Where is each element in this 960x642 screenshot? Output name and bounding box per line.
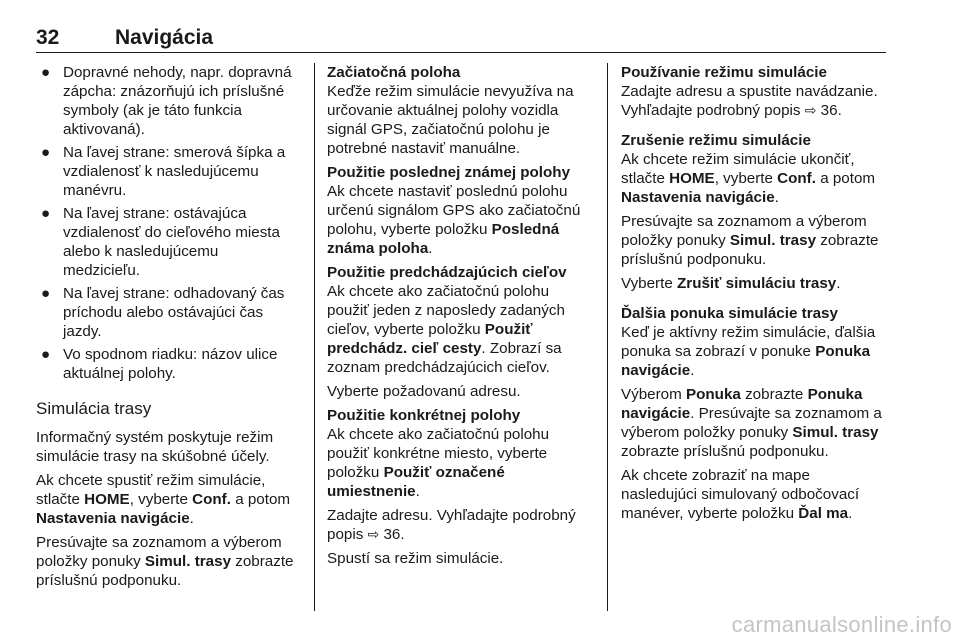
status-bullet-list xyxy=(36,63,299,383)
column-divider xyxy=(607,63,608,611)
subheading: Začiatočná poloha xyxy=(327,64,461,81)
list-item: ● Na ľavej strane: smerová šípka a vzdialenosť k nasledujúcemu manévru. xyxy=(41,144,286,199)
paragraph: Spustí sa režim simulácie. xyxy=(327,550,504,567)
column-left xyxy=(36,63,299,595)
paragraph: Ak chcete zobraziť na mape nasledujúci simulovaný odbočovací manéver, vyberte položku Ďal ma. xyxy=(621,467,860,522)
paragraph: Presúvajte sa zoznamom a výberom položky ponuky Simul. trasy zobrazte príslušnú podponuku. xyxy=(621,213,879,268)
paragraph: Výberom Ponuka zobrazte Ponuka navigácie. Presúvajte sa zoznamom a výberom položky ponuky Simul. trasy zobrazte príslušnú podponuku. xyxy=(621,386,882,460)
paragraph: Ak chcete spustiť režim simulácie, stlačte HOME, vyberte Conf. a potom Nastavenia navigácie. xyxy=(36,472,291,527)
bullet-icon: ● xyxy=(41,64,51,81)
subheading: Ďalšia ponuka simulácie trasy xyxy=(621,305,838,322)
list-item: ● Na ľavej strane: odhadovaný čas príchodu alebo ostávajúci čas jazdy. xyxy=(41,285,285,340)
list-item: ● Vo spodnom riadku: názov ulice aktuálnej polohy. xyxy=(41,346,278,382)
subheading: Použitie predchádzajúcich cieľov xyxy=(327,264,567,281)
bullet-icon: ● xyxy=(41,346,51,363)
list-item: ● Na ľavej strane: ostávajúca vzdialenosť do cieľového miesta alebo k nasledujúcemu medzicieľu. xyxy=(41,205,280,279)
paragraph: Zadajte adresu. Vyhľadajte podrobný popis ⇨ 36. xyxy=(327,507,576,543)
paragraph: Ak chcete ako začiatočnú polohu použiť jeden z naposledy zadaných cieľov, vyberte položku Použiť predchádz. cieľ cesty. Zobrazí sa zoznam predchádzajúcich cieľov. xyxy=(327,283,565,376)
section-title-simulacia: Simulácia trasy xyxy=(36,399,152,418)
paragraph: Informačný systém poskytuje režim simulácie trasy na skúšobné účely. xyxy=(36,429,274,465)
page-reference-arrow-icon: ⇨ xyxy=(367,526,380,542)
header-divider xyxy=(36,52,886,53)
paragraph: Ak chcete nastaviť poslednú polohu určenú signálom GPS ako začiatočnú polohu, vyberte položku Posledná známa poloha. xyxy=(327,183,581,257)
watermark: carmanualsonline.info xyxy=(731,612,952,637)
subheading: Zrušenie režimu simulácie xyxy=(621,132,811,149)
page-reference-arrow-icon: ⇨ xyxy=(804,102,817,118)
paragraph: Presúvajte sa zoznamom a výberom položky ponuky Simul. trasy zobrazte príslušnú podponuku. xyxy=(36,534,294,589)
subheading: Použitie konkrétnej polohy xyxy=(327,407,521,424)
paragraph: Vyberte požadovanú adresu. xyxy=(327,383,521,400)
column-divider xyxy=(314,63,315,611)
list-item: ● Dopravné nehody, napr. dopravná zápcha: znázorňujú ich príslušné symboly (ak je táto funkcia aktivovaná). xyxy=(41,64,292,138)
subheading: Používanie režimu simulácie xyxy=(621,64,827,81)
paragraph: Ak chcete režim simulácie ukončiť, stlačte HOME, vyberte Conf. a potom Nastavenia navigácie. xyxy=(621,151,876,206)
paragraph: Vyberte Zrušiť simuláciu trasy. xyxy=(621,275,841,292)
page-number: 32 xyxy=(36,26,60,49)
bullet-icon: ● xyxy=(41,205,51,222)
paragraph: Keď je aktívny režim simulácie, ďalšia ponuka sa zobrazí v ponuke Ponuka navigácie. xyxy=(621,324,876,379)
page-header xyxy=(36,26,886,50)
page-title: Navigácia xyxy=(115,26,214,49)
paragraph: Zadajte adresu a spustite navádzanie. Vyhľadajte podrobný popis ⇨ 36. xyxy=(621,83,878,119)
bullet-icon: ● xyxy=(41,285,51,302)
column-right xyxy=(621,63,887,528)
column-middle xyxy=(327,63,594,573)
subheading: Použitie poslednej známej polohy xyxy=(327,164,571,181)
paragraph: Keďže režim simulácie nevyužíva na určovanie aktuálnej polohy vozidla signál GPS, začiatočnú polohu je potrebné nastaviť manuálne. xyxy=(327,83,574,157)
paragraph: Ak chcete ako začiatočnú polohu použiť konkrétne miesto, vyberte položku Použiť označené umiestnenie. xyxy=(327,426,550,500)
bullet-icon: ● xyxy=(41,144,51,161)
